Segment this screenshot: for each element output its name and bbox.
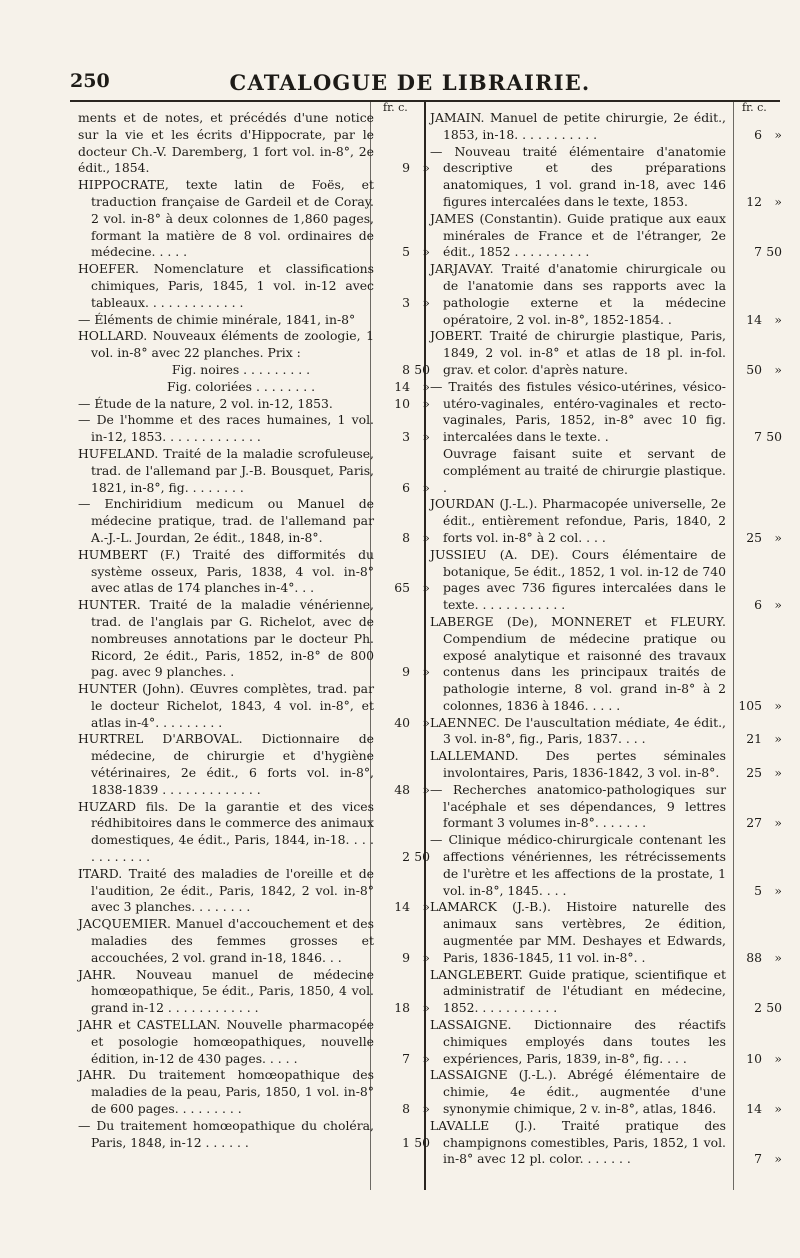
entry-text: JUSSIEU (A. DE). Cours élémentaire de botanique, 5e édit., 1852, 1 vol. in-12 de 740 pages avec 736 figures intercalées dans le texte. . . . . . . . . . . . — [430, 546, 726, 613]
price-centimes: » — [422, 781, 430, 797]
price-francs: 14 — [746, 311, 762, 327]
entry-price — [738, 244, 782, 261]
price-centimes: 50 — [766, 1000, 782, 1016]
catalogue-entry — [78, 496, 430, 546]
price-francs: 5 — [402, 244, 410, 260]
catalogue-entry — [430, 1118, 782, 1168]
catalogue-entry — [78, 916, 430, 966]
entry-text: LASSAIGNE (J.-L.). Abrégé élémentaire de chimie, 4e édit., augmentée d'une synonymie chimique, 2 v. in-8°, atlas, 1846. — [430, 1067, 726, 1117]
entry-price — [386, 160, 430, 177]
catalogue-entry — [78, 362, 430, 379]
price-centimes: » — [422, 1101, 430, 1117]
catalogue-entry — [430, 261, 782, 328]
price-francs: 8 — [402, 1101, 410, 1117]
entry-text: HOLLARD. Nouveaux éléments de zoologie, 1 vol. in-8° avec 22 planches. Prix : — [78, 328, 374, 361]
entry-price — [738, 883, 782, 900]
price-francs: 1 — [402, 1134, 410, 1150]
entry-text: Ouvrage faisant suite et servant de complément au traité de chirurgie plastique. . — [443, 445, 726, 495]
entry-text: HUMBERT (F.) Traité des difformités du système osseux, Paris, 1838, 4 vol. in-8° avec atlas de 174 planches in-4°. . . — [78, 546, 374, 596]
price-centimes: » — [422, 1050, 430, 1066]
entry-text: LASSAIGNE. Dictionnaire des réactifs chimiques employés dans toutes les expériences, Paris, 1839, in-8°, fig. . . . — [430, 1017, 726, 1066]
price-francs: 3 — [402, 429, 410, 445]
price-centimes: » — [422, 664, 430, 680]
price-centimes: » — [774, 765, 782, 781]
price-francs: 88 — [746, 949, 762, 965]
entry-text: HUNTER. Traité de la maladie vénérienne, trad. de l'anglais par G. Richelot, avec de nombreuses annotations par le docteur Ph. Ricord, 2e édit., Paris, 1852, in-8° de 800 pag. avec 9 planches. . — [78, 597, 374, 680]
catalogue-entry — [78, 967, 430, 1017]
entry-price — [386, 480, 430, 497]
price-centimes: » — [774, 949, 782, 965]
price-centimes: » — [422, 714, 430, 730]
entry-text: JOBERT. Traité de chirurgie plastique, Paris, 1849, 2 vol. in-8° et atlas de 18 pl. in-fol. grav. et color. d'après nature. — [430, 328, 726, 377]
entry-text: JOURDAN (J.-L.). Pharmacopée universelle, 2e édit., entièrement refondue, Paris, 1840, 2 forts vol. in-8° à 2 col. . . . — [430, 496, 726, 545]
price-francs: 7 — [754, 244, 762, 260]
price-centimes: » — [774, 311, 782, 327]
entry-price — [386, 1051, 430, 1068]
price-centimes: » — [422, 244, 430, 260]
entry-text: — Éléments de chimie minérale, 1841, in-8° — [78, 311, 356, 327]
price-francs: 8 — [402, 361, 410, 377]
price-centimes: » — [422, 949, 430, 965]
entry-price — [386, 664, 430, 681]
catalogue-entry — [430, 446, 782, 496]
entry-text: HUNTER (John). Œuvres complètes, trad. par le docteur Richelot, 1843, 4 vol. in-8°, et atlas in-4°. . . . . . . . . — [78, 681, 374, 730]
entry-price — [738, 950, 782, 967]
price-francs: 7 — [754, 429, 762, 445]
catalogue-entry — [430, 614, 782, 715]
catalogue-entry — [78, 110, 430, 177]
entry-text: Fig. noires . . . . . . . . . — [171, 361, 311, 377]
catalogue-entry — [430, 328, 782, 378]
price-centimes: » — [422, 529, 430, 545]
price-centimes: 50 — [766, 429, 782, 445]
catalogue-entry — [78, 446, 430, 496]
entry-text: ITARD. Traité des maladies de l'oreille et de l'audition, 2e édit., Paris, 1842, 2 vol. in-8° avec 3 planches. . . . . . . . — [78, 865, 374, 915]
price-francs: 14 — [394, 899, 410, 915]
price-francs: 9 — [402, 160, 410, 176]
price-centimes: » — [422, 1000, 430, 1016]
entry-text: JAHR et CASTELLAN. Nouvelle pharmacopée et posologie homœopathiques, nouvelle édition, in-12 de 430 pages. . . . . — [78, 1017, 374, 1066]
price-francs: 9 — [402, 949, 410, 965]
entry-text: HIPPOCRATE, texte latin de Foës, et traduction française de Gardeil et de Coray. 2 vol. in-8° à deux colonnes de 1,860 pages, formant la matière de 8 vol. ordinaires de médecine. . . . . — [78, 177, 374, 260]
price-francs: 7 — [402, 1050, 410, 1066]
left-column — [78, 110, 430, 1151]
catalogue-entry — [430, 832, 782, 899]
price-centimes: » — [422, 378, 430, 394]
entry-price — [738, 765, 782, 782]
entry-price — [738, 731, 782, 748]
price-centimes: 50 — [414, 849, 430, 865]
entry-price — [738, 815, 782, 832]
price-centimes: » — [774, 815, 782, 831]
price-francs: 6 — [754, 597, 762, 613]
price-francs: 6 — [402, 479, 410, 495]
catalogue-entry — [78, 379, 430, 396]
price-centimes: » — [422, 294, 430, 310]
entry-text: JAMES (Constantin). Guide pratique aux eaux minérales de France et de l'étranger, 2e édit., 1852 . . . . . . . . . . — [430, 210, 726, 260]
price-centimes: » — [422, 429, 430, 445]
catalogue-entry — [430, 1067, 782, 1117]
price-francs: 40 — [394, 714, 410, 730]
entry-price — [738, 698, 782, 715]
price-centimes: » — [422, 899, 430, 915]
price-centimes: » — [774, 1101, 782, 1117]
price-centimes: » — [774, 697, 782, 713]
entry-text: LANGLEBERT. Guide pratique, scientifique et administratif de l'étudiant en médecine, 1852. . . . . . . . . . . — [430, 966, 726, 1016]
entry-text: — Étude de la nature, 2 vol. in-12, 1853. — [78, 395, 333, 411]
catalogue-entry — [430, 715, 782, 749]
catalogue-entry — [78, 866, 430, 916]
entry-price — [738, 1101, 782, 1118]
catalogue-entry — [430, 547, 782, 614]
price-francs: 9 — [402, 664, 410, 680]
price-francs: 14 — [746, 1101, 762, 1117]
entry-price — [386, 1101, 430, 1118]
entry-price — [386, 244, 430, 261]
catalogue-entry — [78, 1017, 430, 1067]
catalogue-entry — [78, 547, 430, 597]
entry-text: — De l'homme et des races humaines, 1 vol. in-12, 1853. . . . . . . . . . . . . — [78, 412, 374, 445]
price-francs: 10 — [394, 395, 410, 411]
catalogue-entry — [430, 379, 782, 446]
catalogue-entry — [78, 597, 430, 681]
catalogue-entry — [78, 1118, 430, 1152]
entry-price — [738, 429, 782, 446]
entry-price — [738, 1000, 782, 1017]
entry-price — [386, 715, 430, 732]
entry-price — [738, 597, 782, 614]
price-centimes: 50 — [766, 244, 782, 260]
running-title: CATALOGUE DE LIBRAIRIE. — [229, 70, 591, 95]
catalogue-entry — [430, 496, 782, 546]
catalogue-entry — [78, 412, 430, 446]
entry-text: — Traités des fistules vésico-utérines, vésico-utéro-vaginales, entéro-vaginales et recto-vaginales, Paris, 1852, in-8° avec 10 fig. intercalées dans le texte. . — [430, 378, 726, 445]
entry-price — [386, 1000, 430, 1017]
catalogue-entry — [78, 681, 430, 731]
entry-text: JARJAVAY. Traité d'anatomie chirurgicale ou de l'anatomie dans ses rapports avec la pathologie externe et la médecine opératoire, 2 vol. in-8°, 1852-1854. . — [430, 261, 726, 327]
entry-text: HURTREL D'ARBOVAL. Dictionnaire de médecine, de chirurgie et d'hygiène vétérinaires, 2e édit., 6 forts vol. in-8°, 1838-1839 . . . . . . . . . . . . . — [78, 731, 374, 797]
catalogue-entry — [78, 396, 430, 413]
entry-price — [386, 1135, 430, 1152]
catalogue-entry — [78, 731, 430, 798]
right-column — [430, 110, 782, 1168]
catalogue-entry — [78, 261, 430, 311]
price-centimes: » — [422, 580, 430, 596]
page-number: 250 — [70, 70, 110, 92]
price-centimes: » — [422, 395, 430, 411]
entry-price — [386, 379, 430, 396]
entry-price — [738, 312, 782, 329]
price-francs: 6 — [754, 126, 762, 142]
catalogue-entry — [430, 967, 782, 1017]
price-francs: 48 — [394, 781, 410, 797]
price-francs: 3 — [402, 294, 410, 310]
entry-price — [738, 127, 782, 144]
entry-text: — Recherches anatomico-pathologiques sur l'acéphale et ses dépendances, 9 lettres formant 3 volumes in-8°. . . . . . . — [430, 781, 726, 831]
price-header-right: fr. c. — [742, 101, 767, 114]
entry-text: JACQUEMIER. Manuel d'accouchement et des maladies des femmes grosses et accouchées, 2 vol. grand in-18, 1846. . . — [78, 916, 374, 965]
price-centimes: » — [774, 529, 782, 545]
entry-text: LABERGE (De), MONNERET et FLEURY. Compendium de médecine pratique ou exposé analytique et raisonné des travaux contenus dans les principaux traités de pathologie interne, 8 vol. grand in-8° à 2 colonnes, 1836 à 1846. . . . . — [430, 613, 726, 713]
entry-price — [738, 1051, 782, 1068]
catalogue-entry — [430, 144, 782, 211]
price-francs: 2 — [754, 1000, 762, 1016]
entry-price — [386, 899, 430, 916]
price-francs: 10 — [746, 1050, 762, 1066]
catalogue-entry — [430, 748, 782, 782]
price-francs: 7 — [754, 1151, 762, 1167]
price-francs: 25 — [746, 529, 762, 545]
entry-text: Fig. coloriées . . . . . . . . — [166, 378, 316, 394]
catalogue-entry — [78, 328, 430, 362]
entry-text: HUZARD fils. De la garantie et des vices rédhibitoires dans le commerce des animaux domestiques, 4e édit., Paris, 1844, in-18. . . . . . . . . . . . — [78, 798, 374, 865]
price-centimes: » — [774, 1050, 782, 1066]
price-centimes: » — [774, 882, 782, 898]
price-centimes: 50 — [414, 1134, 430, 1150]
entry-price — [386, 362, 430, 379]
price-centimes: » — [774, 126, 782, 142]
entry-text: LALLEMAND. Des pertes séminales involontaires, Paris, 1836-1842, 3 vol. in-8°. — [430, 748, 726, 781]
entry-text: — Nouveau traité élémentaire d'anatomie descriptive et des préparations anatomiques, 1 vol. grand in-18, avec 146 figures intercalées dans le texte, 1853. — [430, 143, 726, 209]
entry-text: — Du traitement homœopathique du choléra, Paris, 1848, in-12 . . . . . . — [78, 1117, 374, 1150]
entry-price — [386, 950, 430, 967]
price-francs: 105 — [738, 697, 762, 713]
entry-text: HUFELAND. Traité de la maladie scrofuleuse, trad. de l'allemand par J.-B. Bousquet, Paris, 1821, in-8°, fig. . . . . . . . — [78, 445, 374, 495]
entry-text: ments et de notes, et précédés d'une notice sur la vie et les écrits d'Hippocrate, par le docteur Ch.-V. Daremberg, 1 fort vol. in-8°, 2e édit., 1854. — [78, 110, 374, 176]
page-header — [70, 70, 750, 98]
price-centimes: » — [774, 193, 782, 209]
entry-text: LAMARCK (J.-B.). Histoire naturelle des animaux sans vertèbres, 2e édition, augmentée par MM. Deshayes et Edwards, Paris, 1836-1845, 11 vol. in-8°. . — [430, 899, 726, 965]
price-centimes: » — [774, 1151, 782, 1167]
catalogue-entry — [430, 899, 782, 966]
entry-price — [386, 396, 430, 413]
entry-price — [386, 849, 430, 866]
entry-price — [386, 429, 430, 446]
price-francs: 12 — [746, 193, 762, 209]
entry-text: — Clinique médico-chirurgicale contenant les affections vénériennes, les rétrécissements de l'urètre et les affections de la prostate, 1 vol. in-8°, 1845. . . . — [430, 832, 726, 898]
entry-text: — Enchiridium medicum ou Manuel de médecine pratique, trad. de l'allemand par A.-J.-L. Jourdan, 2e édit., 1848, in-8°. — [78, 496, 374, 545]
price-francs: 25 — [746, 765, 762, 781]
catalogue-entry — [430, 782, 782, 832]
catalogue-entry — [430, 211, 782, 261]
price-centimes: » — [774, 597, 782, 613]
price-francs: 14 — [394, 378, 410, 394]
price-francs: 50 — [746, 361, 762, 377]
entry-text: LAENNEC. De l'auscultation médiate, 4e édit., 3 vol. in-8°, fig., Paris, 1837. . . . — [430, 714, 726, 747]
price-francs: 18 — [394, 1000, 410, 1016]
entry-price — [386, 782, 430, 799]
price-centimes: » — [774, 731, 782, 747]
entry-price — [386, 580, 430, 597]
catalogue-entry — [78, 1067, 430, 1117]
entry-price — [386, 295, 430, 312]
catalogue-entry — [78, 312, 430, 329]
entry-price — [738, 194, 782, 211]
entry-text: LAVALLE (J.). Traité pratique des champignons comestibles, Paris, 1852, 1 vol. in-8° avec 12 pl. color. . . . . . . — [430, 1117, 726, 1167]
entry-price — [738, 362, 782, 379]
price-centimes: » — [422, 479, 430, 495]
price-centimes: 50 — [414, 361, 430, 377]
price-centimes: » — [774, 361, 782, 377]
price-francs: 5 — [754, 882, 762, 898]
price-centimes: » — [422, 160, 430, 176]
price-francs: 21 — [746, 731, 762, 747]
price-francs: 65 — [394, 580, 410, 596]
price-francs: 8 — [402, 529, 410, 545]
price-francs: 2 — [402, 849, 410, 865]
entry-text: HOEFER. Nomenclature et classifications chimiques, Paris, 1845, 1 vol. in-12 avec tableaux. . . . . . . . . . . . . — [78, 261, 374, 310]
price-francs: 27 — [746, 815, 762, 831]
entry-text: JAHR. Du traitement homœopathique des maladies de la peau, Paris, 1850, 1 vol. in-8° de 600 pages. . . . . . . . . — [78, 1067, 374, 1117]
catalogue-entry — [430, 1017, 782, 1067]
catalogue-entry — [78, 799, 430, 866]
entry-text: JAMAIN. Manuel de petite chirurgie, 2e édit., 1853, in-18. . . . . . . . . . . — [430, 110, 726, 142]
entry-price — [738, 1151, 782, 1168]
catalogue-entry — [78, 177, 430, 261]
entry-text: JAHR. Nouveau manuel de médecine homœopathique, 5e édit., Paris, 1850, 4 vol. grand in-12 . . . . . . . . . . . . — [78, 966, 374, 1016]
catalogue-entry — [430, 110, 782, 144]
entry-price — [386, 530, 430, 547]
entry-price — [738, 530, 782, 547]
price-header-left: fr. c. — [383, 101, 408, 114]
